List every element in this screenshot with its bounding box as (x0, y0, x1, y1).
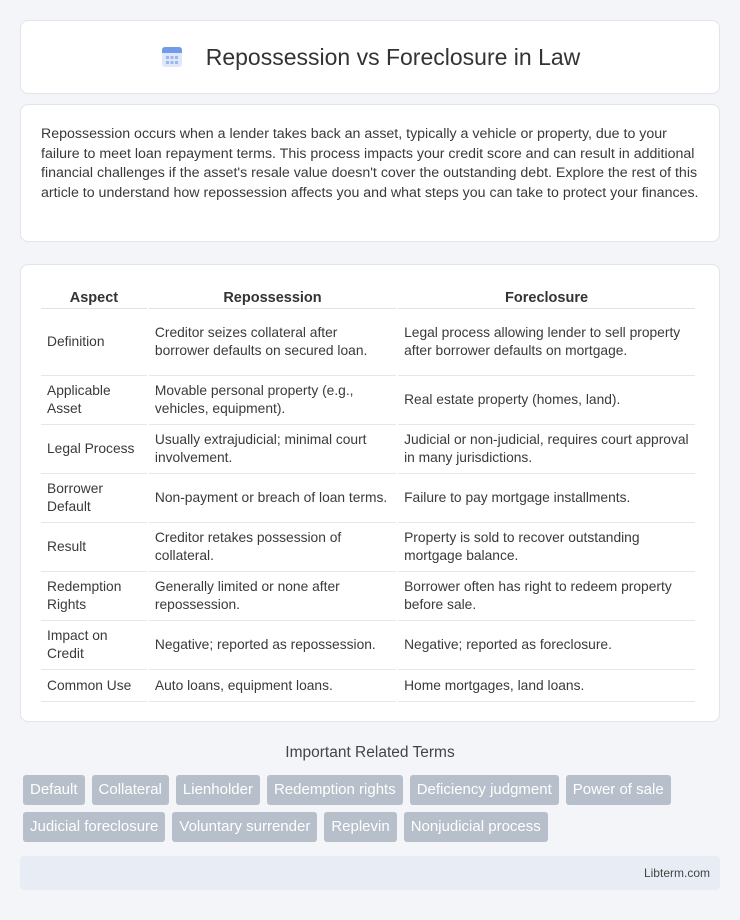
related-terms-title: Important Related Terms (285, 744, 455, 761)
foreclosure-cell: Real estate property (homes, land). (398, 376, 695, 425)
table-row (41, 621, 695, 670)
table-row (41, 309, 695, 376)
table-header-row (41, 285, 695, 309)
foreclosure-cell: Judicial or non-judicial, requires court approval in many jurisdictions. (398, 425, 695, 474)
aspect-cell: Common Use (41, 670, 147, 702)
term-tag[interactable]: Nonjudicial process (404, 812, 548, 842)
intro-text: Repossession occurs when a lender takes back an asset, typically a vehicle or property, due to your failure to meet loan repayment terms. This process impacts your credit score and can result in additional financial challenges if the asset's resale value doesn't cover the outstanding debt. Explore the rest of this article to understand how repossession affects you and what steps you can take to protect your finances. (41, 126, 699, 201)
foreclosure-cell: Failure to pay mortgage installments. (398, 474, 695, 523)
foreclosure-cell: Property is sold to recover outstanding mortgage balance. (398, 523, 695, 572)
term-tag[interactable]: Collateral (92, 775, 169, 805)
term-tag[interactable]: Replevin (324, 812, 396, 842)
header-repossession: Repossession (149, 285, 396, 309)
term-tag[interactable]: Redemption rights (267, 775, 403, 805)
document-icon (160, 45, 184, 69)
comparison-table (39, 285, 697, 702)
repossession-cell: Creditor seizes collateral after borrower defaults on secured loan. (149, 309, 396, 376)
repossession-cell: Negative; reported as repossession. (149, 621, 396, 670)
repossession-cell: Movable personal property (e.g., vehicles, equipment). (149, 376, 396, 425)
footer (20, 856, 720, 890)
header-card (20, 20, 720, 94)
foreclosure-cell: Home mortgages, land loans. (398, 670, 695, 702)
repossession-cell: Creditor retakes possession of collateral. (149, 523, 396, 572)
repossession-cell: Usually extrajudicial; minimal court involvement. (149, 425, 396, 474)
intro-card (20, 104, 720, 242)
table-row (41, 376, 695, 425)
related-terms-list (23, 775, 723, 842)
aspect-cell: Impact on Credit (41, 621, 147, 670)
foreclosure-cell: Borrower often has right to redeem property before sale. (398, 572, 695, 621)
term-tag[interactable]: Power of sale (566, 775, 671, 805)
table-row (41, 474, 695, 523)
aspect-cell: Definition (41, 309, 147, 376)
header-aspect: Aspect (41, 285, 147, 309)
repossession-cell: Auto loans, equipment loans. (149, 670, 396, 702)
foreclosure-cell: Legal process allowing lender to sell property after borrower defaults on mortgage. (398, 309, 695, 376)
term-tag[interactable]: Default (23, 775, 85, 805)
table-row (41, 425, 695, 474)
term-tag[interactable]: Deficiency judgment (410, 775, 559, 805)
header-foreclosure: Foreclosure (398, 285, 695, 309)
page-title: Repossession vs Foreclosure in Law (205, 43, 581, 70)
term-tag[interactable]: Voluntary surrender (172, 812, 317, 842)
table-row (41, 572, 695, 621)
aspect-cell: Redemption Rights (41, 572, 147, 621)
repossession-cell: Non-payment or breach of loan terms. (149, 474, 396, 523)
aspect-cell: Result (41, 523, 147, 572)
term-tag[interactable]: Judicial foreclosure (23, 812, 165, 842)
footer-site-link[interactable]: Libterm.com (643, 866, 710, 880)
aspect-cell: Borrower Default (41, 474, 147, 523)
term-tag[interactable]: Lienholder (176, 775, 260, 805)
comparison-table-card (20, 264, 720, 722)
table-row (41, 523, 695, 572)
aspect-cell: Applicable Asset (41, 376, 147, 425)
repossession-cell: Generally limited or none after repossession. (149, 572, 396, 621)
aspect-cell: Legal Process (41, 425, 147, 474)
table-row (41, 670, 695, 702)
foreclosure-cell: Negative; reported as foreclosure. (398, 621, 695, 670)
